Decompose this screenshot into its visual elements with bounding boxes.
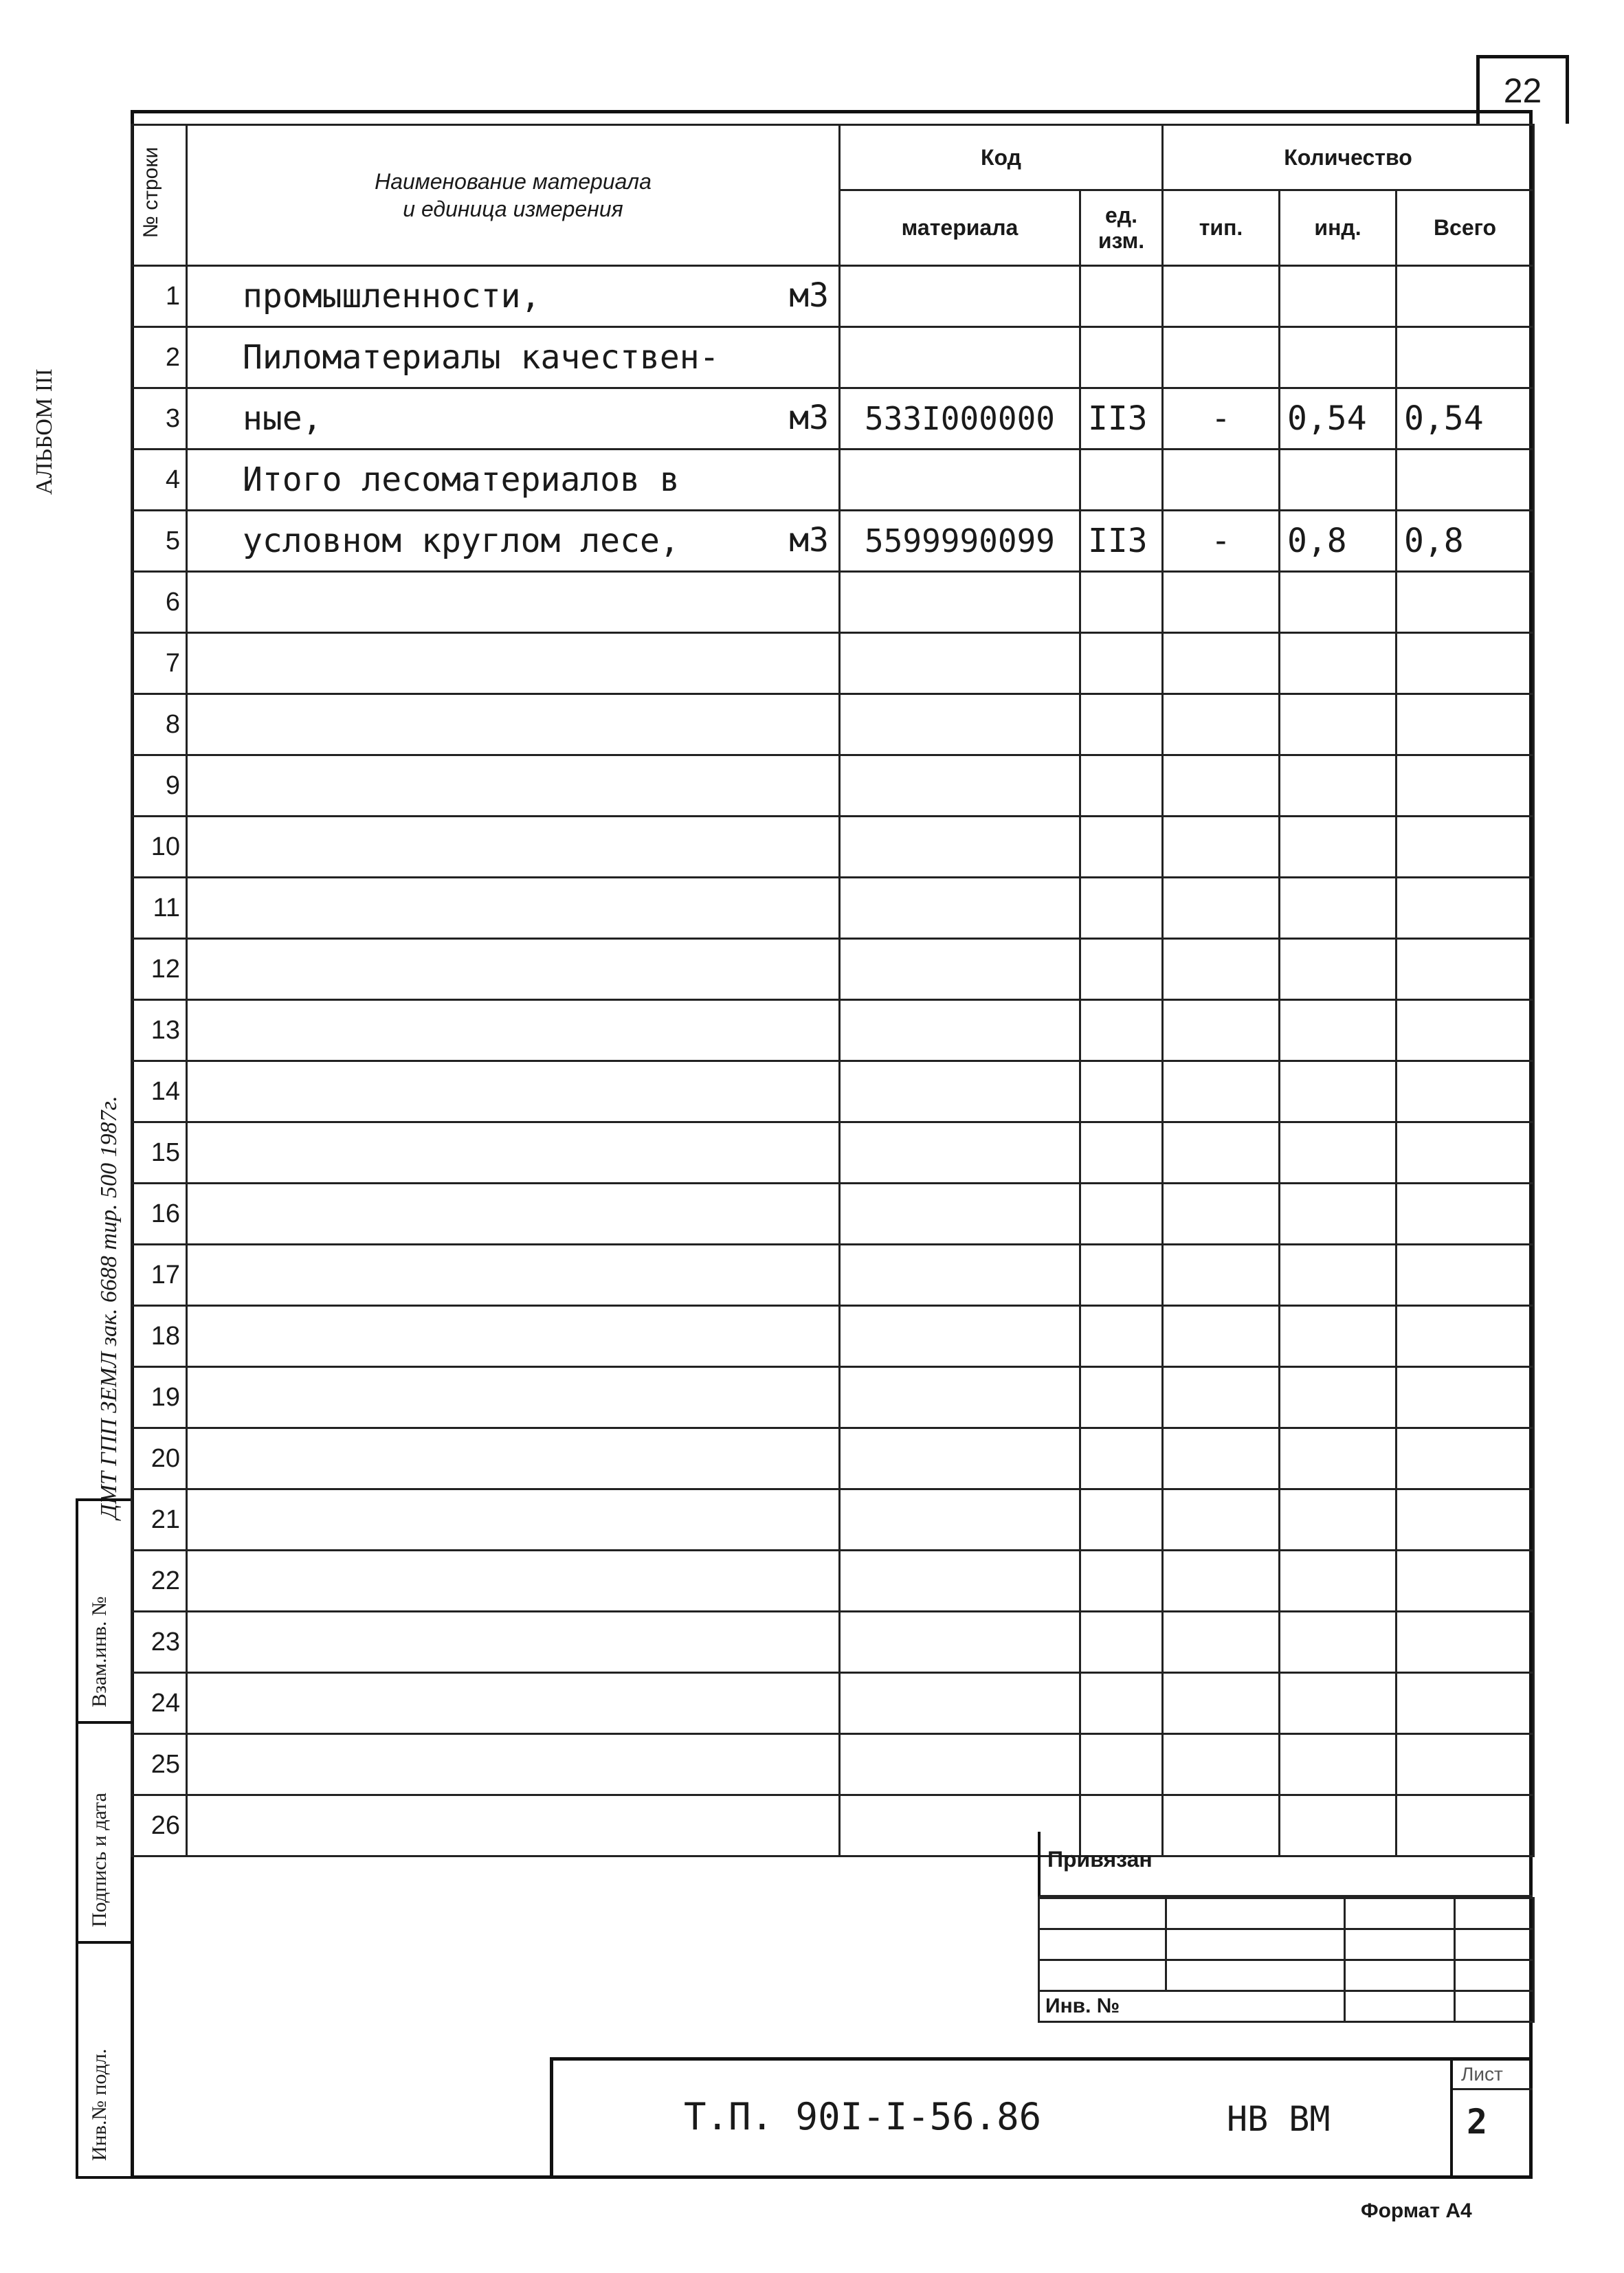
document-mark: НВ ВМ [1227,2099,1331,2139]
name-header: Наименование материала и единица измерения [187,125,840,266]
row-number: 14 [132,1061,187,1122]
table-row [132,1428,1534,1489]
table-row [132,939,1534,1000]
unit-code [1080,450,1163,511]
individual-qty [1280,450,1397,511]
table-row [132,1734,1534,1795]
material-code [840,450,1080,511]
total-qty [1397,1061,1534,1122]
row-number: 16 [132,1184,187,1245]
material-name [187,1734,840,1795]
total-qty [1397,1551,1534,1612]
total-qty [1397,1245,1534,1306]
material-name [187,633,840,694]
total-qty [1397,1428,1534,1489]
materials-table [131,124,1535,1857]
material-name: условном круглом лесе, м3 [187,511,840,572]
inv-orig-label: Инв.№ подл. [88,2048,111,2161]
material-name [187,1612,840,1673]
individual-qty [1280,1245,1397,1306]
individual-qty [1280,572,1397,633]
sheet-number: 22 [1503,71,1542,110]
material-name [187,1551,840,1612]
row-number: 23 [132,1612,187,1673]
row-number: 25 [132,1734,187,1795]
total-qty [1397,1734,1534,1795]
row-number: 6 [132,572,187,633]
replaced-inv-label: Взам.инв. № [88,1596,111,1707]
material-code [840,694,1080,755]
signature-date-label: Подпись и дата [88,1793,111,1927]
row-number: 9 [132,755,187,817]
material-code [840,1551,1080,1612]
unit-code-header: ед. изм. [1080,190,1163,266]
table-row [132,817,1534,878]
unit-code [1080,694,1163,755]
row-number: 8 [132,694,187,755]
material-name [187,878,840,939]
typical-qty [1163,755,1280,817]
typical-qty [1163,1122,1280,1184]
table-row [132,633,1534,694]
typical-qty [1163,327,1280,388]
row-number: 21 [132,1489,187,1551]
individual-qty [1280,1734,1397,1795]
typical-qty [1163,1734,1280,1795]
table-row [132,1306,1534,1367]
individual-qty [1280,939,1397,1000]
total-qty [1397,1673,1534,1734]
unit-code [1080,1428,1163,1489]
material-code [840,1122,1080,1184]
row-number: 22 [132,1551,187,1612]
table-row [132,878,1534,939]
typical-qty [1163,572,1280,633]
unit-code [1080,572,1163,633]
typical-qty [1163,1367,1280,1428]
unit-code [1080,1306,1163,1367]
typical-qty [1163,1673,1280,1734]
sheet-no: 2 [1467,2102,1488,2142]
row-number: 5 [132,511,187,572]
table-row [132,327,1534,388]
typical-qty [1163,694,1280,755]
row-number-header: № строки [132,125,187,266]
material-name [187,1000,840,1061]
material-name: Итого лесоматериалов в [187,450,840,511]
unit-code [1080,755,1163,817]
typical-qty-header: тип. [1163,190,1280,266]
unit-code [1080,1612,1163,1673]
table-row [132,755,1534,817]
typical-qty [1163,450,1280,511]
unit-label: м3 [789,276,829,315]
material-code [840,1000,1080,1061]
individual-qty [1280,1428,1397,1489]
table-row [132,1612,1534,1673]
unit-code [1080,1673,1163,1734]
material-code-header: материала [840,190,1080,266]
material-code [840,1061,1080,1122]
individual-qty [1280,755,1397,817]
privyazan-label: Привязан [1047,1847,1153,1872]
row-number: 13 [132,1000,187,1061]
material-name [187,1428,840,1489]
unit-code [1080,1061,1163,1122]
typical-qty [1163,1489,1280,1551]
total-qty [1397,450,1534,511]
total-qty: 0,8 [1397,511,1534,572]
table-row [132,1551,1534,1612]
individual-qty [1280,1061,1397,1122]
document-code: Т.П. 90I-I-56.86 [684,2095,1042,2138]
typical-qty [1163,266,1280,327]
table-row [132,1061,1534,1122]
material-code: 533I000000 [840,388,1080,450]
material-code [840,1734,1080,1795]
row-number: 12 [132,939,187,1000]
table-row [132,511,1534,572]
typical-qty: - [1163,388,1280,450]
individual-qty [1280,327,1397,388]
unit-code [1080,878,1163,939]
title-stamp [550,2057,1533,2179]
unit-code [1080,1122,1163,1184]
table-row [132,1367,1534,1428]
individual-qty [1280,633,1397,694]
total-qty [1397,1306,1534,1367]
inv-no-label: Инв. № [1039,1991,1345,2022]
material-name [187,694,840,755]
material-name: промышленности, м3 [187,266,840,327]
individual-qty [1280,1184,1397,1245]
material-name [187,1795,840,1856]
typical-qty [1163,633,1280,694]
individual-qty [1280,266,1397,327]
total-qty [1397,266,1534,327]
unit-code: II3 [1080,388,1163,450]
typical-qty [1163,1000,1280,1061]
individual-qty [1280,1122,1397,1184]
unit-label: м3 [789,399,829,437]
table-row [132,1000,1534,1061]
individual-qty: 0,8 [1280,511,1397,572]
row-number: 20 [132,1428,187,1489]
material-code [840,266,1080,327]
material-name: Пиломатериалы качествен- [187,327,840,388]
unit-label: м3 [789,521,829,559]
quantity-group-header: Количество [1163,125,1534,190]
typical-qty [1163,1612,1280,1673]
individual-qty [1280,1000,1397,1061]
table-row [132,694,1534,755]
individual-qty [1280,1612,1397,1673]
total-qty [1397,1367,1534,1428]
material-code [840,1245,1080,1306]
unit-code [1080,817,1163,878]
material-code [840,1306,1080,1367]
material-code [840,327,1080,388]
unit-code [1080,1367,1163,1428]
material-code [840,1367,1080,1428]
individual-qty [1280,878,1397,939]
material-name [187,1306,840,1367]
row-number: 7 [132,633,187,694]
individual-qty [1280,1489,1397,1551]
total-qty: 0,54 [1397,388,1534,450]
material-name [187,939,840,1000]
row-number: 18 [132,1306,187,1367]
material-code [840,1184,1080,1245]
row-number: 10 [132,817,187,878]
row-number: 3 [132,388,187,450]
total-qty [1397,1489,1534,1551]
total-qty [1397,1612,1534,1673]
material-code [840,1673,1080,1734]
individual-qty [1280,1306,1397,1367]
total-qty [1397,878,1534,939]
individual-qty: 0,54 [1280,388,1397,450]
individual-qty [1280,1673,1397,1734]
material-code [840,755,1080,817]
binding-grid [1038,1897,1535,2023]
typical-qty [1163,1306,1280,1367]
total-qty [1397,817,1534,878]
typical-qty [1163,1551,1280,1612]
typical-qty [1163,878,1280,939]
unit-code [1080,1000,1163,1061]
table-row [132,388,1534,450]
material-name [187,572,840,633]
sheet-label: Лист [1461,2063,1503,2085]
unit-code [1080,327,1163,388]
material-code [840,1489,1080,1551]
total-qty [1397,755,1534,817]
row-number: 11 [132,878,187,939]
material-code [840,1612,1080,1673]
table-row [132,450,1534,511]
unit-code [1080,1489,1163,1551]
row-number: 15 [132,1122,187,1184]
material-name [187,1673,840,1734]
material-code [840,878,1080,939]
typical-qty: - [1163,511,1280,572]
format-label: Формат А4 [1361,2199,1472,2222]
row-number: 4 [132,450,187,511]
table-row [132,1489,1534,1551]
row-number: 2 [132,327,187,388]
unit-code [1080,1245,1163,1306]
total-qty [1397,327,1534,388]
row-number: 19 [132,1367,187,1428]
individual-qty [1280,1551,1397,1612]
row-number: 1 [132,266,187,327]
typical-qty [1163,1061,1280,1122]
individual-qty [1280,1367,1397,1428]
approval-margin [76,1498,131,2179]
material-name [187,1489,840,1551]
unit-code [1080,1734,1163,1795]
material-code [840,572,1080,633]
material-name [187,755,840,817]
total-qty [1397,1184,1534,1245]
total-qty-header: Всего [1397,190,1534,266]
unit-code [1080,1184,1163,1245]
total-qty [1397,572,1534,633]
typical-qty [1163,1245,1280,1306]
total-qty [1397,694,1534,755]
table-row [132,1184,1534,1245]
individual-qty-header: инд. [1280,190,1397,266]
typical-qty [1163,939,1280,1000]
individual-qty [1280,817,1397,878]
material-code [840,633,1080,694]
album-label: АЛЬБОМ III [32,368,57,495]
material-name [187,1122,840,1184]
typical-qty [1163,817,1280,878]
typical-qty [1163,1184,1280,1245]
table-row [132,266,1534,327]
table-row [132,572,1534,633]
total-qty [1397,633,1534,694]
material-code [840,939,1080,1000]
total-qty [1397,939,1534,1000]
table-row [132,1122,1534,1184]
table-row [132,1245,1534,1306]
material-name: ные, м3 [187,388,840,450]
material-name [187,817,840,878]
unit-code [1080,633,1163,694]
individual-qty [1280,694,1397,755]
row-number: 24 [132,1673,187,1734]
unit-code [1080,266,1163,327]
privyazan-cell [1038,1832,1533,1897]
typical-qty [1163,1428,1280,1489]
material-code [840,817,1080,878]
total-qty [1397,1122,1534,1184]
row-number: 26 [132,1795,187,1856]
print-stamp: ДМТ ГПП ЗЕМЛ зак. 6688 тир. 500 1987г. [96,1096,122,1519]
material-name [187,1184,840,1245]
unit-code [1080,1551,1163,1612]
material-name [187,1245,840,1306]
material-code: 5599990099 [840,511,1080,572]
unit-code: II3 [1080,511,1163,572]
code-group-header: Код [840,125,1163,190]
sheet-box [1450,2061,1533,2179]
material-code [840,1428,1080,1489]
row-number: 17 [132,1245,187,1306]
material-name [187,1367,840,1428]
table-row [132,1673,1534,1734]
material-name [187,1061,840,1122]
total-qty [1397,1000,1534,1061]
unit-code [1080,939,1163,1000]
